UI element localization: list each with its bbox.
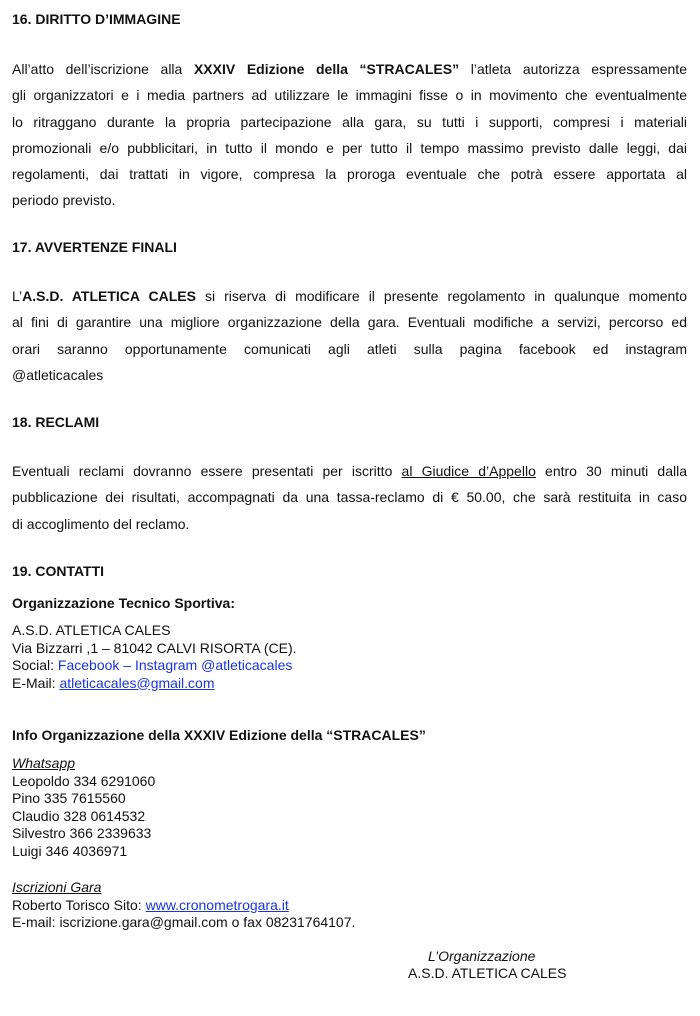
contact-row: Leopoldo 334 6291060 xyxy=(12,772,156,789)
email-link[interactable]: atleticacales@gmail.com xyxy=(59,674,215,691)
s17-line-2: al fini di garantire una migliore organizzazione della gara. Eventuali modifiche a servizi, percorso ed xyxy=(12,314,687,331)
edition-name: XXXIV Edizione della “STRACALES” xyxy=(193,61,460,77)
whatsapp-label: Whatsapp xyxy=(12,755,76,771)
org-title: Organizzazione Tecnico Sportiva: xyxy=(12,595,236,611)
contact-row: Claudio 328 0614532 xyxy=(12,807,146,824)
org-email: E-Mail: atleticacales@gmail.com xyxy=(12,674,215,691)
contact-row: Luigi 346 4036971 xyxy=(12,842,128,859)
iscrizioni-block xyxy=(12,879,355,932)
section-16-paragraph xyxy=(12,56,687,214)
sito-link[interactable]: www.cronometrogara.it xyxy=(145,896,289,913)
s18-line-1: Eventuali reclami dovranno essere presentati per iscritto al Giudice d’Appello entro 30 minuti dalla xyxy=(12,463,687,479)
signature-line-1: L’Organizzazione xyxy=(428,948,536,964)
section-18-paragraph xyxy=(12,458,687,537)
whatsapp-block xyxy=(12,755,155,860)
club-name: A.S.D. ATLETICA CALES xyxy=(22,288,196,304)
org-address: Via Bizzarri ,1 – 81042 CALVI RISORTA (CE). xyxy=(12,639,297,656)
section-16-heading: 16. DIRITTO D’IMMAGINE xyxy=(12,11,181,27)
giudice-appello: al Giudice d’Appello xyxy=(401,463,536,479)
social-link[interactable]: Facebook – Instagram @atleticacales xyxy=(57,657,293,673)
s16-line-1: All’atto dell’iscrizione alla XXXIV Edizione della “STRACALES” l’atleta autorizza espressamente xyxy=(12,61,687,77)
iscrizioni-label: Iscrizioni Gara xyxy=(12,879,102,895)
s16-line-6: periodo previsto. xyxy=(12,192,116,209)
sito-row: Roberto Torisco Sito: www.cronometrogara.it xyxy=(12,896,289,913)
s18-line-3: di accoglimento del reclamo. xyxy=(12,515,190,532)
contact-row: Silvestro 366 2339633 xyxy=(12,825,152,841)
org-contact-block xyxy=(12,622,297,692)
section-19-heading: 19. CONTATTI xyxy=(12,563,105,579)
org-name: A.S.D. ATLETICA CALES xyxy=(12,622,171,638)
s17-line-4: @atleticacales xyxy=(12,366,104,383)
iscrizioni-email: E-mail: iscrizione.gara@gmail.com o fax 08231764107. xyxy=(12,914,356,930)
org-social: Social: Facebook – Instagram @atleticacales xyxy=(12,657,293,673)
section-17-paragraph xyxy=(12,283,687,388)
info-title: Info Organizzazione della XXXIV Edizione della “STRACALES” xyxy=(12,727,426,743)
section-18-heading: 18. RECLAMI xyxy=(12,414,100,430)
s16-line-5: regolamenti, dai trattati in vigore, compresa la proroga eventuale che potrà essere apportata al xyxy=(12,166,687,183)
s16-line-4: promozionali e/o pubblicitari, in tutto il mondo e per tutto il tempo massimo previsto dalle leggi, dai xyxy=(12,139,687,156)
s16-line-2: gli organizzatori e i media partners ad utilizzare le immagini fisse o in movimento che eventualmente xyxy=(12,87,687,104)
s18-line-2: pubblicazione dei risultati, accompagnati da una tassa-reclamo di € 50.00, che sarà restituita in caso xyxy=(12,489,687,506)
s17-line-1: L’A.S.D. ATLETICA CALES si riserva di modificare il presente regolamento in qualunque momento xyxy=(12,288,687,304)
s17-line-3: orari saranno opportunamente comunicati agli atleti sulla pagina facebook ed instagram xyxy=(12,340,687,357)
section-17-heading: 17. AVVERTENZE FINALI xyxy=(12,239,177,255)
s16-line-3: lo ritraggano durante la propria partecipazione alla gara, su tutti i supporti, compresi i materiali xyxy=(12,113,687,130)
contact-row: Pino 335 7615560 xyxy=(12,790,126,806)
signature-line-2: A.S.D. ATLETICA CALES xyxy=(408,965,567,981)
